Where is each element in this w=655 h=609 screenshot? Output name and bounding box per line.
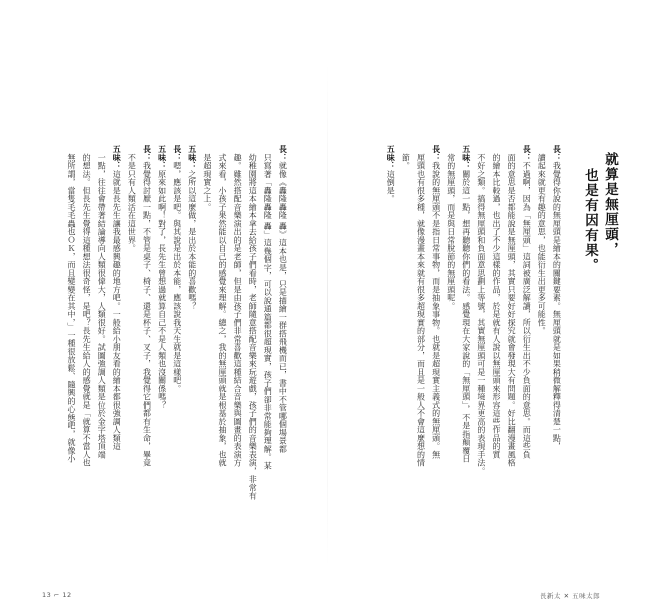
text-column	[537, 145, 546, 585]
text-column	[492, 145, 501, 585]
text-column	[263, 145, 272, 585]
text-column	[446, 145, 455, 585]
text-column	[112, 145, 121, 585]
text-column	[203, 145, 212, 585]
column-text: 面的意思是否都能說是無厘頭，其實只要好好探究就會發現大有問題。好比翻漫畫風格	[507, 153, 517, 467]
text-column	[142, 145, 151, 585]
text-column	[477, 145, 486, 585]
text-column	[278, 145, 287, 585]
column-text: 讀起來就更有趣的意思，也能衍生出更多可能性。	[537, 153, 547, 335]
text-column	[248, 145, 257, 585]
text-column	[386, 145, 395, 585]
column-text: 只寫著「轟隆轟隆 轟」這幾個字，可以說通篇都很超現實，孩子們卻非常能夠理解。某	[263, 153, 273, 470]
speaker-label: 五味：	[461, 145, 471, 170]
text-column	[552, 145, 561, 585]
running-footer: 長新太 ✕ 五味太郎	[540, 592, 601, 600]
column-text: 的繪本比較過，也出了不少這樣的作品，於是就有人說以無厘頭來形容這些作品的質	[492, 153, 501, 459]
column-text: 無所謂，當隻毛毛蟲也ＯＫ，而且變變在其中，」一種很放鬆、隨興的心態吧，就像小	[67, 153, 76, 463]
text-column	[157, 145, 166, 585]
speaker-label: 長：	[172, 145, 182, 162]
speaker-label: 長：	[142, 145, 152, 162]
column-text: 幼稚園將這本繪本拿去給孩子們看時，老師隨意搭配音樂來玩遊戲，孩子們的音樂表演，非常有	[248, 153, 258, 500]
column-text: 常的無厘頭，而是與日常脫節的無厘頭呢。	[446, 153, 456, 310]
column-text: 這就是長先生讓我最感興趣的地方吧。一般給小朋友看的繪本都很強調人類這	[112, 169, 122, 451]
chapter-heading-line1: 就算是無厘頭，	[602, 152, 618, 257]
speaker-label: 長：	[552, 145, 562, 162]
column-text: 厘頭也有很多種，就像漫畫本來就有很多超現實的部分，而且是一般人不會這麼想的情	[416, 153, 426, 467]
column-text: 不是只有人類活在這世界。	[127, 153, 137, 253]
text-column	[82, 145, 91, 585]
column-text: 嗯，應該是吧。與其說是出於本能，應該說我天生就是這樣吧。	[172, 161, 182, 393]
text-column	[522, 145, 531, 585]
column-text: 我覺得討厭一點，不管是桌子、椅子、還是杯子、叉子，我覺得它們都有生命，畢竟	[142, 161, 152, 467]
text-column	[172, 145, 181, 585]
column-text: 的想法。但長先生覺得這種想法很奇怪，是吧？長先生給人的感覺就是「就算不當人也	[82, 153, 92, 467]
column-text: 是超現實之上。	[202, 153, 212, 211]
column-text: 趣。雖然搭配音樂演出的是老師，但是由孩子們非常喜歡這種結合音樂與圖畫的表演方	[233, 153, 243, 467]
column-text: 節。	[401, 153, 411, 170]
speaker-label: 長：	[431, 145, 441, 162]
text-column	[97, 145, 106, 585]
column-text: 我覺得你說的無厘頭是繪本的關鍵要素。無厘頭就是如果稍微解釋得清楚一點，	[552, 161, 562, 451]
column-text: 就像《轟隆轟隆 轟》這本也是，只是描繪一群搭飛機而已，書中不管哪個場景都	[278, 161, 288, 454]
column-text: 我說的無厘頭不是指日常事物，而是抽象事物。也就是超現實主義式的無厘頭。無	[431, 161, 441, 459]
speaker-label: 五味：	[112, 145, 122, 170]
text-column	[218, 145, 227, 585]
column-text: 原來如此啊！對了，長先生曾想過就算自己不是人類也沒關係嗎？	[157, 169, 167, 409]
column-text: 這倒是。	[386, 169, 396, 203]
text-column	[187, 145, 196, 585]
text-column	[507, 145, 516, 585]
text-column	[127, 145, 136, 585]
text-column	[233, 145, 242, 585]
column-text: 不好之類。搞得無厘頭和負面意思劃上等號，其實無厘頭可是一種境界更高的表現手法。	[476, 153, 486, 475]
text-column	[401, 145, 410, 585]
text-column	[67, 145, 76, 585]
speaker-label: 五味：	[157, 145, 167, 170]
column-text: 之所以這麼做，是出於本能的喜歡嗎？	[187, 169, 197, 310]
column-text: 不過啊，因為「無厘頭」這詞被廣泛解讀，所以衍生出不少負面的意思。而這些負	[522, 161, 532, 459]
speaker-label: 五味：	[386, 145, 396, 170]
column-text: 一點，往往會帶著結論導向人類很偉大，人類很好。試圖強調人類是位於金字塔頂端	[97, 153, 107, 459]
chapter-heading-line2: 也是有因有果。	[582, 168, 598, 273]
speaker-label: 五味：	[187, 145, 197, 170]
text-column	[461, 145, 470, 585]
column-text: 式來看，小孩子果然能以自己的感覺來理解。總之，我的無厘頭就是根基於抽象，也就	[218, 153, 227, 467]
speaker-label: 長：	[278, 145, 288, 162]
book-gutter	[327, 60, 328, 570]
text-column	[416, 145, 425, 585]
speaker-label: 長：	[522, 145, 532, 162]
column-text: 關於這一點，想再聽聽你們的看法。感覺現在大家說的「無厘頭」，不是指顛覆日	[461, 169, 471, 463]
text-column	[431, 145, 440, 585]
page-number: 13 ⌐ 12	[42, 591, 72, 599]
